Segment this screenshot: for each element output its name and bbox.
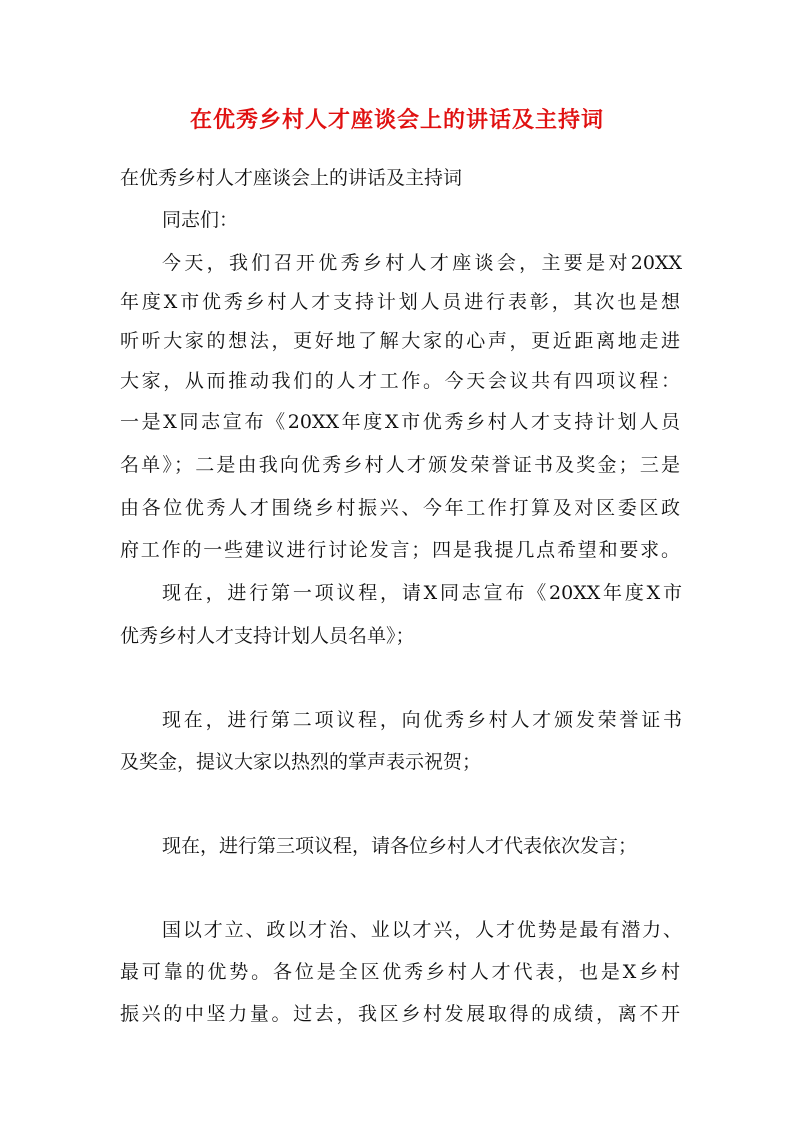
paragraph-line: 现在，进行第一项议程，请X同志宣布《20XX年度X市 [162,582,682,604]
paragraph-line: 现在，进行第三项议程，请各位乡村人才代表依次发言； [162,835,638,857]
paragraph-line: 今天，我们召开优秀乡村人才座谈会，主要是对20XX [162,252,682,274]
paragraph-line: 听听大家的想法，更好地了解大家的心声，更近距离地走进 [120,330,680,352]
paragraph-line: 现在，进行第二项议程，向优秀乡村人才颁发荣誉证书 [162,709,682,731]
salutation: 同志们： [162,209,239,231]
subtitle-line: 在优秀乡村人才座谈会上的讲话及主持词 [120,167,463,189]
paragraph-line: 及奖金，提议大家以热烈的掌声表示祝贺； [120,751,482,773]
paragraph-line: 国以才立、政以才治、业以才兴，人才优势是最有潜力、 [162,919,682,941]
paragraph-line: 一是X同志宣布《20XX年度X市优秀乡村人才支持计划人员 [120,411,680,433]
paragraph-line: 大家，从而推动我们的人才工作。今天会议共有四项议程： [120,370,680,392]
paragraph-line: 优秀乡村人才支持计划人员名单》； [120,625,415,647]
paragraph-line: 名单》；二是由我向优秀乡村人才颁发荣誉证书及奖金；三是 [120,454,680,476]
paragraph-line: 振兴的中坚力量。过去，我区乡村发展取得的成绩，离不开 [120,1003,680,1025]
paragraph-line: 由各位优秀人才围绕乡村振兴、今年工作打算及对区委区政 [120,497,680,519]
document-title: 在优秀乡村人才座谈会上的讲话及主持词 [189,107,604,133]
paragraph-line: 年度X市优秀乡村人才支持计划人员进行表彰，其次也是想 [120,291,680,313]
paragraph-line: 府工作的一些建议进行讨论发言；四是我提几点希望和要求。 [120,539,680,561]
paragraph-line: 最可靠的优势。各位是全区优秀乡村人才代表，也是X乡村 [120,961,680,983]
